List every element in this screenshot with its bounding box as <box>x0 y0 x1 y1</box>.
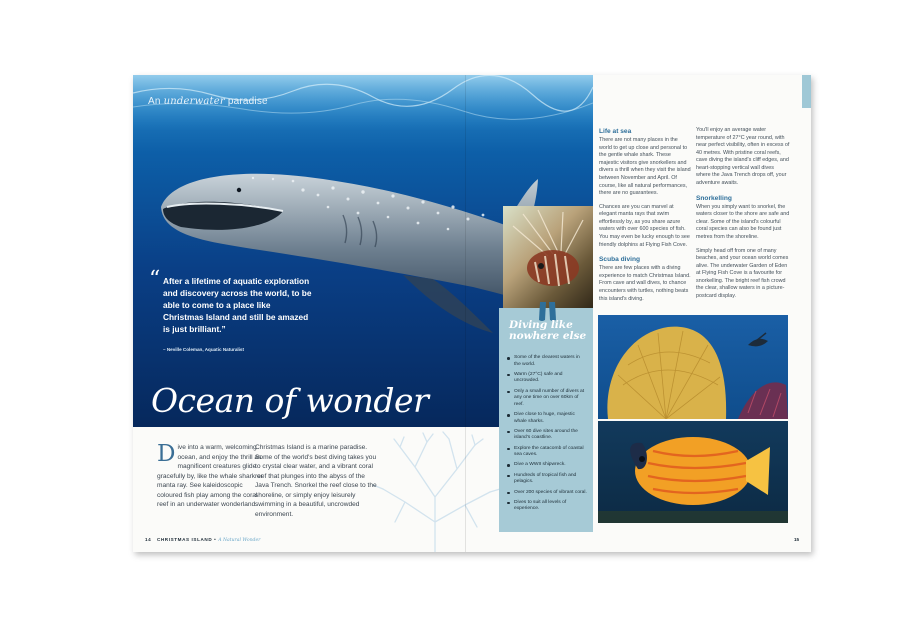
page-spine <box>465 75 466 552</box>
pull-quote: After a lifetime of aquatic exploration and discovery across the world, to be able to come to a place like Christmas Island and still be amazed is just brilliant.” <box>163 276 312 335</box>
angelfish-illustration <box>598 421 788 523</box>
right-column-1 <box>599 127 691 309</box>
list-item: Explore the catacomb of coastal sea caves. <box>507 446 587 459</box>
quote-attribution: – Neville Coleman, Aquatic Naturalist <box>163 347 245 352</box>
life-at-sea-p2: Chances are you can marvel at elegant manta rays that swim effortlessly by, as you share azure waters with over 600 species of fish. You may even be lucky enough to see friendly dolphins at Flying Fish Cove. <box>599 203 690 248</box>
kicker-emphasis: underwater <box>163 96 225 107</box>
lionfish-photo <box>503 206 593 312</box>
diving-callout-box <box>499 308 593 532</box>
sea-fan-photo <box>598 315 788 419</box>
footer-separator: • <box>212 537 219 542</box>
right-column-2 <box>696 127 790 306</box>
coral-decoration-icon <box>365 427 505 552</box>
life-at-sea-p1: There are not many places in the world to get up close and personal to the gentle whale shark. These majestic visitors give snorkellers and divers a thrill when they visit the island between November and April. Of course, like all natural performances, there are no guarantees. <box>599 137 691 197</box>
kicker-prefix: An <box>148 96 164 107</box>
footer-brand: A Natural Wonder <box>218 538 261 543</box>
col2-intro: You'll enjoy an average water temperature of 27°C year round, with near perfect visibility, often in excess of 40 metres. With pristine coral reefs, cave diving the island's cliff edges, and heart-stopping vertical wall dives where the Java Trench drops off, your adventure awaits. <box>696 127 790 186</box>
list-item: Over 200 species of vibrant coral. <box>507 490 587 497</box>
sea-fan-illustration <box>598 315 788 419</box>
lionfish-illustration <box>503 206 593 312</box>
list-item: Over 60 dive sites around the island's coastline. <box>507 429 587 442</box>
left-footer <box>145 537 260 543</box>
snorkelling-p1: When you simply want to snorkel, the waters closer to the shore are safe and clear. Some of the island's colourful coral species can also be found just metres from the shoreline. <box>696 203 790 240</box>
snorkelling-p2: Simply head off from one of many beaches, and your ocean world comes alive. The underwater Garden of Eden at Flying Fish Cove is a favourite for snorkelling. The bright reef fish crowd the clear, shallow waters in a picture-postcard display. <box>696 247 789 299</box>
list-item: Warm (27°C) safe and uncrowded. <box>507 372 587 385</box>
list-item: Dive close to huge, majestic whale sharks. <box>507 412 587 425</box>
list-item: Dives to suit all levels of experience. <box>507 500 587 513</box>
list-item: Hundreds of tropical fish and pelagics. <box>507 473 587 486</box>
magazine-spread <box>133 75 811 552</box>
quote-mark-icon: “ <box>149 267 161 292</box>
callout-list <box>507 355 587 517</box>
list-item: Dive a WWII shipwreck. <box>507 462 587 469</box>
body-column-2: Christmas Island is a marine paradise. Some of the world's best diving takes you to crystal clear water, and a vibrant coral reef that plunges into the abyss of the Java Trench. Snorkel the reef close to the shoreline, or simply enjoy leisurely swimming in a beautiful, uncrowded environment. <box>255 444 377 518</box>
heading-life-at-sea: Life at sea <box>599 128 632 135</box>
drop-cap: D <box>157 441 176 467</box>
list-item: Some of the clearest waters in the world. <box>507 355 587 368</box>
kicker-suffix: paradise <box>224 96 268 107</box>
intro-paragraph <box>157 443 269 510</box>
callout-title: Diving like nowhere else <box>509 319 587 343</box>
section-kicker <box>148 96 268 107</box>
intro-text: ive into a warm, welcoming ocean, and enjoy the thrill as magnificent creatures glide gracefully by, like the whale shark or manta ray. See kaleidoscopic coloured fish play among the coral reef in an underwater wonderland. <box>157 444 263 509</box>
heading-scuba-diving: Scuba diving <box>599 256 641 264</box>
list-item: Only a small number of divers at any one time on over 60km of reef. <box>507 389 587 409</box>
page-number-right: 15 <box>794 537 800 542</box>
section-tab <box>802 75 811 108</box>
heading-snorkelling: Snorkelling <box>696 194 732 202</box>
footer-label: CHRISTMAS ISLAND <box>156 537 213 542</box>
page-title: Ocean of wonder <box>151 381 429 420</box>
scuba-p1: There are few places with a diving experience to match Christmas Island. From cave and wall dives, to chance encounters with turtles, nothing beats this island's diving. <box>599 265 691 302</box>
page-number-left: 14 <box>145 537 152 542</box>
angelfish-photo <box>598 421 788 523</box>
